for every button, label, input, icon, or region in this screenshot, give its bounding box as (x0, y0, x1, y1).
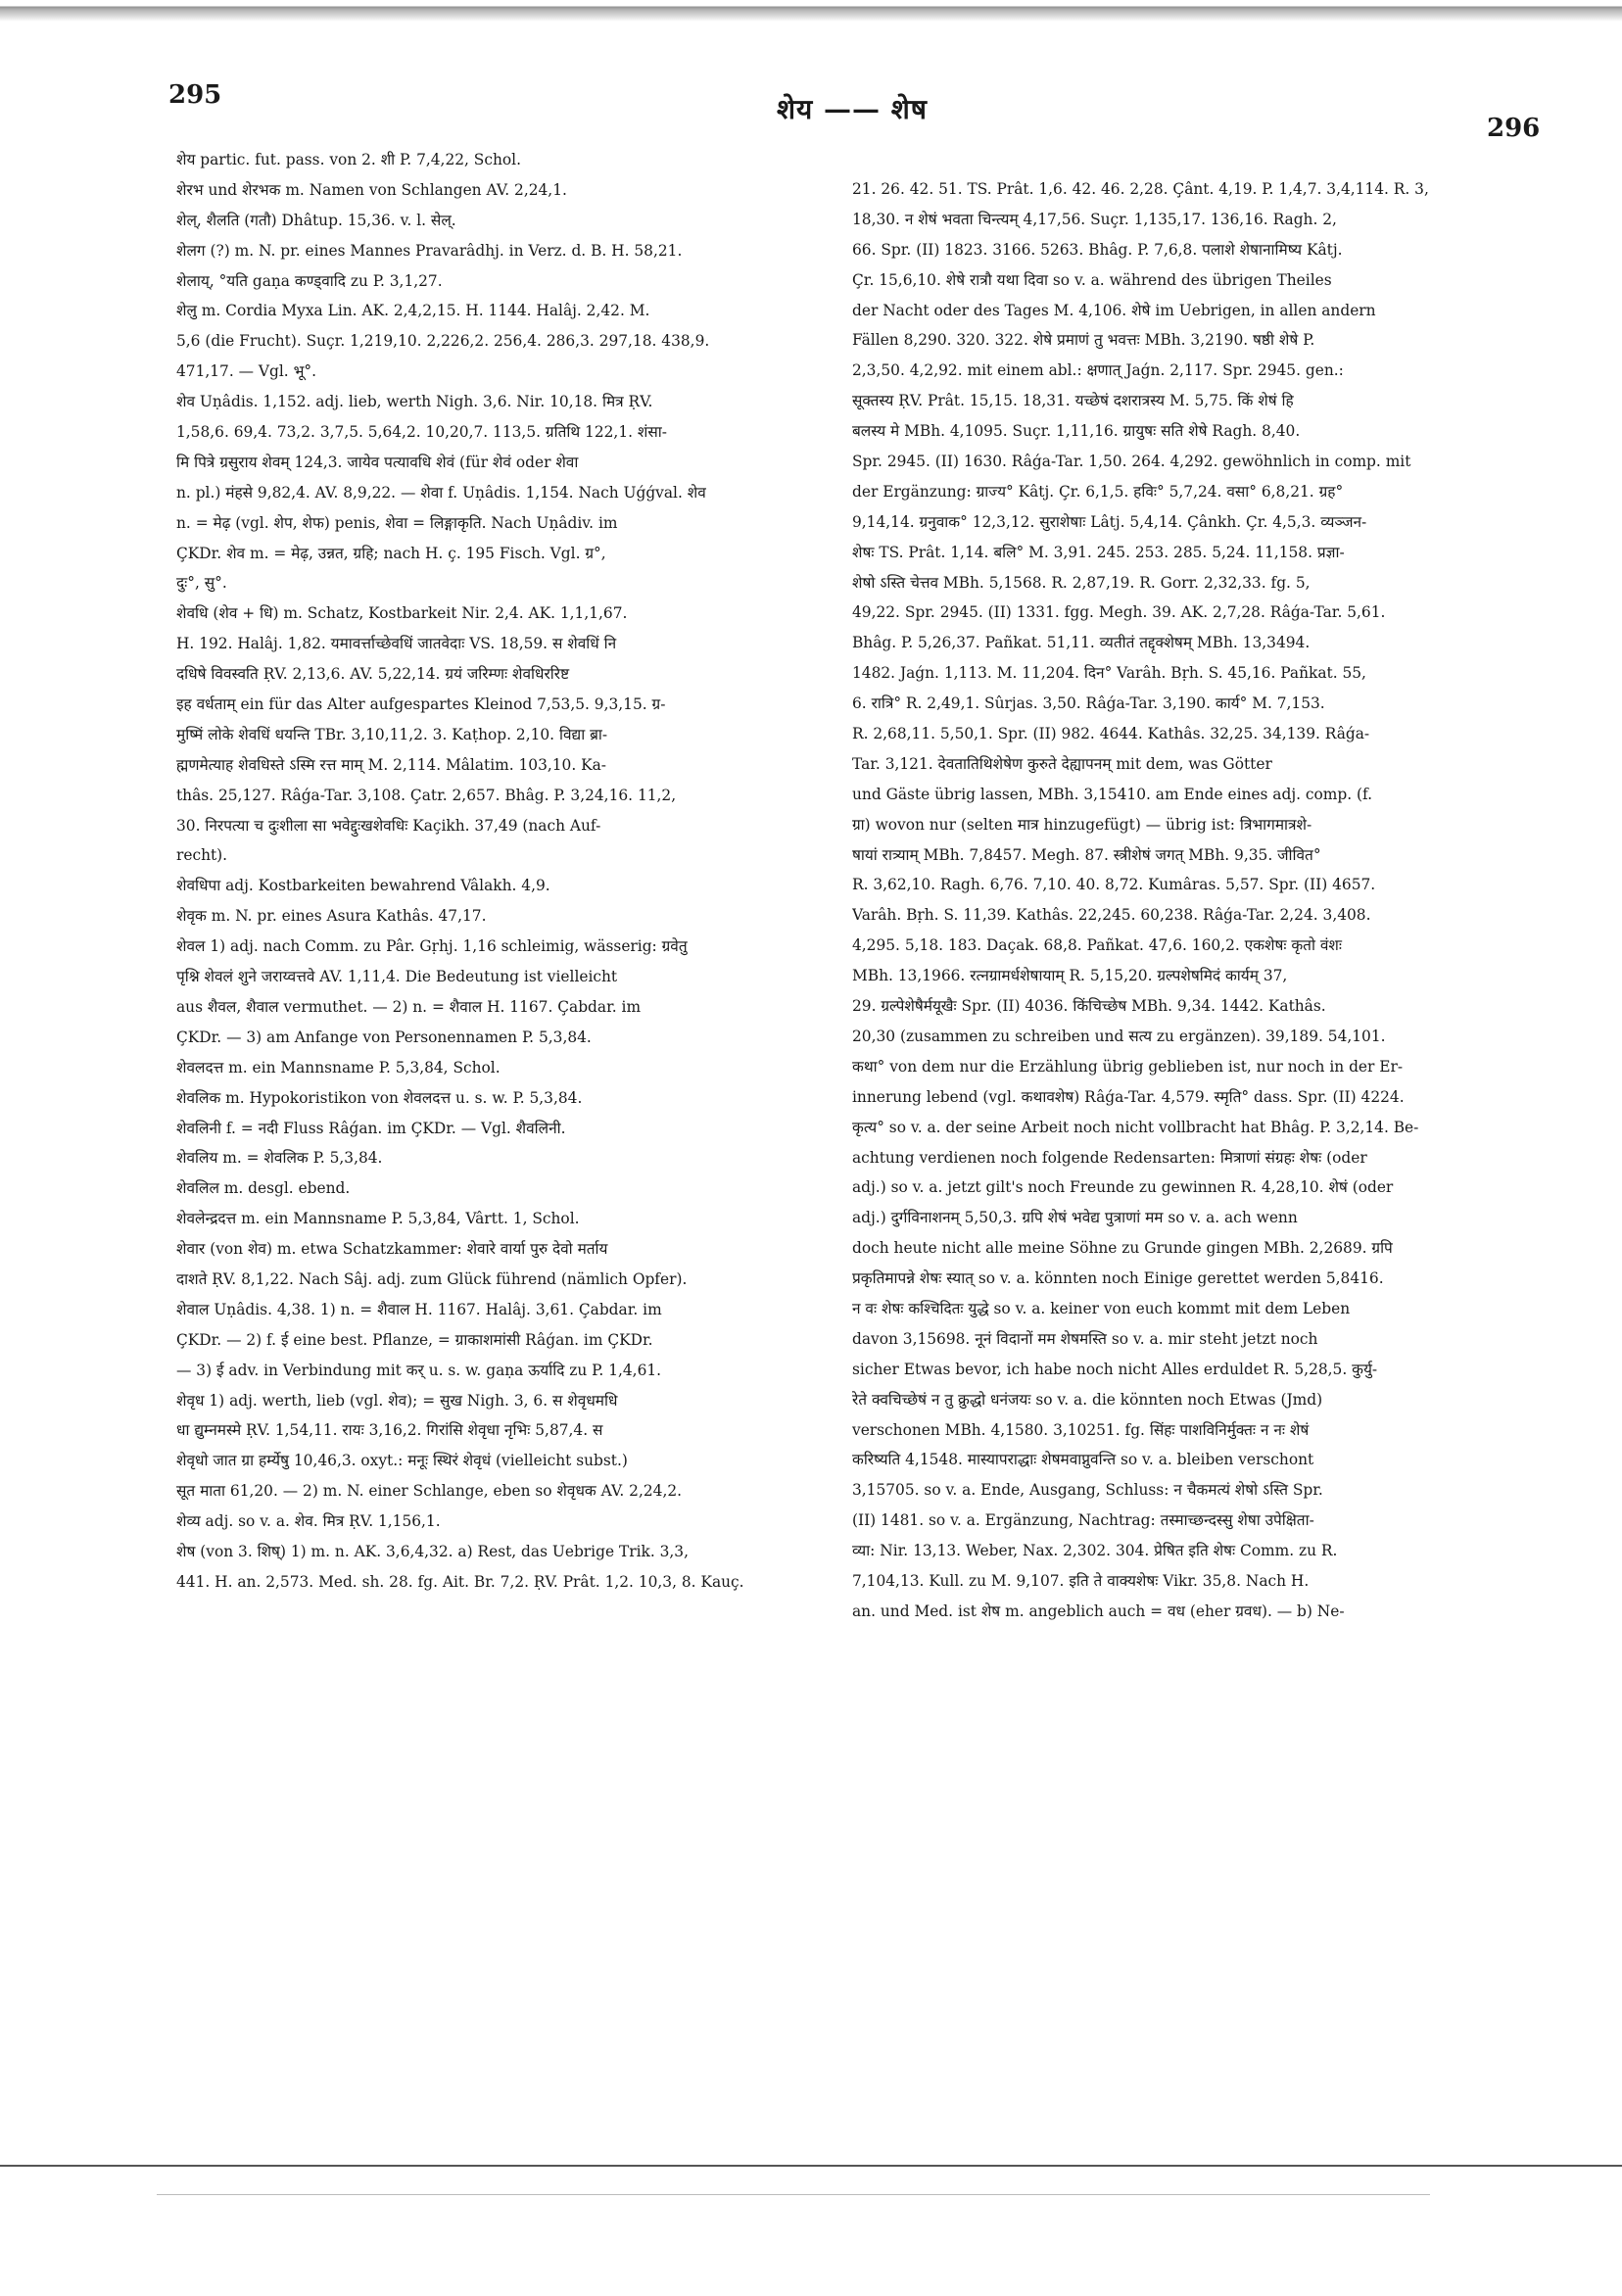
text-line: ह्मणमेत्याह शेवधिस्ते ऽस्मि रत्त माम् M. 2,114. Mâlatim. 103,10. Ka- (176, 755, 607, 774)
text-line: thâs. 25,127. Râǵa-Tar. 3,108. Çatr. 2,657. Bhâg. P. 3,24,16. 11,2, (176, 786, 677, 804)
text-line: मि पित्रे ग्रसुराय शेवम् 124,3. जायेव पत्यावधि शेवं (für शेवं oder शेवा (176, 453, 579, 471)
text-line: शेवलिक m. Hypokoristikon von शेवलदत्त u. s. w. P. 5,3,84. (176, 1088, 583, 1107)
text-line: शेष (von 3. शिष्) 1) m. n. AK. 3,6,4,32. a) Rest, das Uebrige Trik. 3,3, (176, 1542, 689, 1560)
text-line: 3,15705. so v. a. Ende, Ausgang, Schluss: न चैकमत्यं शेषो ऽस्ति Spr. (852, 1481, 1323, 1500)
bottom-rule-light (157, 2194, 1430, 2195)
text-line: doch heute nicht alle meine Söhne zu Grunde gingen MBh. 2,2689. ग्रपि (852, 1239, 1393, 1258)
text-line: 20,30 (zusammen zu schreiben und सत्य zu ergänzen). 39,189. 54,101. (852, 1027, 1386, 1045)
text-line: 7,104,13. Kull. zu M. 9,107. इति ते वाक्यशेषः Vikr. 35,8. Nach H. (852, 1571, 1310, 1590)
text-line: शेलु m. Cordia Myxa Lin. AK. 2,4,2,15. H. 1144. Halâj. 2,42. M. (176, 302, 650, 320)
text-line: शेव Uṇâdis. 1,152. adj. lieb, werth Nigh. 3,6. Nir. 10,18. मित्र ṚV. (176, 393, 653, 411)
text-line: 29. ग्रल्पेशेषैर्मयूखैः Spr. (II) 4036. किंचिच्छेष MBh. 9,34. 1442. Kathâs. (852, 997, 1326, 1016)
text-line: Varâh. Bṛh. S. 11,39. Kathâs. 22,245. 60,238. Râǵa-Tar. 2,24. 3,408. (852, 906, 1371, 925)
text-line: शेवल 1) adj. nach Comm. zu Pâr. Gṛhj. 1,16 schleimig, wässerig: ग्रवेतु (176, 937, 688, 956)
text-line: शेवधि (शेव + धि) m. Schatz, Kostbarkeit Nir. 2,4. AK. 1,1,1,67. (176, 604, 628, 623)
text-line: प्रकृतिमापन्ने शेषः स्यात् so v. a. könnten noch Einige gerettet werden 5,8416. (852, 1269, 1384, 1288)
text-line: H. 192. Halâj. 1,82. यमावर्त्ताच्छेवधिं जातवेदाः VS. 18,59. स शेवधिं नि (176, 635, 617, 653)
bottom-rule (0, 2165, 1622, 2167)
text-line: शेव्य adj. so v. a. शेव. मित्र ṚV. 1,156,1. (176, 1512, 441, 1531)
text-line: Spr. 2945. (II) 1630. Râǵa-Tar. 1,50. 264. 4,292. gewöhnlich in comp. mit (852, 453, 1411, 471)
text-line: 5,6 (die Frucht). Suçr. 1,219,10. 2,226,2. 256,4. 286,3. 297,18. 438,9. (176, 332, 710, 351)
text-line: बलस्य मे MBh. 4,1095. Suçr. 1,11,16. ग्रायुषः सति शेषे Ragh. 8,40. (852, 422, 1301, 441)
text-line: n. = मेढ़ (vgl. शेप, शेफ) penis, शेवा = लिङ्गाकृति. Nach Uṇâdiv. im (176, 513, 618, 532)
text-line: शेवृक m. N. pr. eines Asura Kathâs. 47,17. (176, 907, 487, 926)
text-line: MBh. 13,1966. रत्नग्रामर्धशेषायाम् R. 5,15,20. ग्रल्पशेषमिदं कार्यम् 37, (852, 967, 1288, 985)
text-line: शेय partic. fut. pass. von 2. शी P. 7,4,22, Schol. (176, 151, 521, 168)
text-line: शेवलिल m. desgl. ebend. (176, 1179, 351, 1198)
text-line: कृत्य° so v. a. der seine Arbeit noch nicht vollbracht hat Bhâg. P. 3,2,14. Be- (852, 1118, 1419, 1136)
text-line: शेवाल Uṇâdis. 4,38. 1) n. = शैवाल H. 1167. Halâj. 3,61. Çabdar. im (176, 1300, 662, 1318)
page-number-left: 295 (168, 80, 222, 110)
text-line: शेवलदत्त m. ein Mannsname P. 5,3,84, Schol. (176, 1058, 501, 1076)
text-line: शेलग (?) m. N. pr. eines Mannes Pravarâdhj. in Verz. d. B. H. 58,21. (176, 241, 683, 260)
text-line: 1,58,6. 69,4. 73,2. 3,7,5. 5,64,2. 10,20,7. 113,5. ग्रतिथि 122,1. शंसा- (176, 423, 667, 442)
text-line: शेल्, शैलति (गतौ) Dhâtup. 15,36. v. l. सेल्. (176, 211, 456, 229)
text-line: adj.) so v. a. jetzt gilt's noch Freunde zu gewinnen R. 4,28,10. शेषं (oder (852, 1178, 1394, 1197)
text-line: Çr. 15,6,10. शेषे रात्रौ यथा दिवा so v. a. während des übrigen Theiles (852, 270, 1332, 289)
text-line: दुः°, सु°. (176, 574, 227, 593)
text-line: करिष्यति 4,1548. मास्यापराद्धाः शेषमवाप्नुवन्ति so v. a. bleiben verschont (852, 1451, 1314, 1469)
text-line: 9,14,14. ग्रनुवाक° 12,3,12. सुराशेषाः Lâtj. 5,4,14. Çânkh. Çr. 4,5,3. व्यञ्जन- (852, 512, 1367, 531)
text-line: Tar. 3,121. देवतातिथिशेषेण कुरुते देह्यापनम् mit dem, was Götter (852, 754, 1272, 773)
top-edge-shadow (0, 0, 1622, 33)
text-line: — 3) ई adv. in Verbindung mit कर् u. s. w. gaṇa ऊर्यादि zu P. 1,4,61. (176, 1361, 662, 1379)
text-line: R. 3,62,10. Ragh. 6,76. 7,10. 40. 8,72. Kumâras. 5,57. Spr. (II) 4657. (852, 876, 1376, 894)
text-line: 21. 26. 42. 51. TS. Prât. 1,6. 42. 46. 2,28. Çânt. 4,19. P. 1,4,7. 3,4,114. R. 3, (852, 180, 1429, 198)
text-line: ÇKDr. शेव m. = मेढ़, उन्नत, ग्रहि; nach H. ç. 195 Fisch. Vgl. ग्र°, (176, 544, 606, 562)
text-line: und Gäste übrig lassen, MBh. 3,15410. am Ende eines adj. comp. (f. (852, 785, 1373, 803)
text-line: ÇKDr. — 3) am Anfange von Personennamen P. 5,3,84. (176, 1028, 592, 1046)
text-line: रेते क्वचिच्छेषं न तु क्रुद्धो धनंजयः so v. a. die könnten noch Etwas (Jmd) (852, 1390, 1323, 1409)
text-line: der Nacht oder des Tages M. 4,106. शेषे im Uebrigen, in allen andern (852, 301, 1376, 319)
text-line: धा द्युम्नमस्मे ṚV. 1,54,11. रायः 3,16,2. गिरांसि शेवृधा नृभिः 5,87,4. स (176, 1421, 603, 1440)
text-line: 18,30. न शेषं भवता चिन्त्यम् 4,17,56. Suçr. 1,135,17. 136,16. Ragh. 2, (852, 210, 1337, 228)
text-line: ÇKDr. — 2) f. ई eine best. Pflanze, = ग्राकाशमांसी Râǵan. im ÇKDr. (176, 1330, 653, 1349)
text-line: शेवृध 1) adj. werth, lieb (vgl. शेव); = सुख Nigh. 3, 6. स शेवृधमधि (176, 1391, 618, 1410)
text-line: innerung lebend (vgl. कथावशेष) Râǵa-Tar. 4,579. स्मृति° dass. Spr. (II) 4224. (852, 1087, 1405, 1106)
right-column (852, 174, 1518, 1627)
text-line: कथा° von dem nur die Erzählung übrig geblieben ist, nur noch in der Er- (852, 1057, 1404, 1076)
text-line: Fällen 8,290. 320. 322. शेषे प्रमाणं तु भवत्तः MBh. 3,2190. षष्ठी शेषे P. (852, 331, 1315, 350)
running-head: शेय —— शेष (776, 93, 928, 125)
text-line: aus शैवल, शैवाल vermuthet. — 2) n. = शैवाल H. 1167. Çabdar. im (176, 997, 642, 1016)
text-line: achtung verdienen noch folgende Redensarten: मित्राणां संग्रहः शेषः (oder (852, 1148, 1367, 1167)
text-line: षायां रात्र्याम् MBh. 7,8457. Megh. 87. स्त्रीशेषं जगत् MBh. 9,35. जीवित° (852, 845, 1321, 864)
text-line: 2,3,50. 4,2,92. mit einem abl.: क्षणात् Jaǵn. 2,117. Spr. 2945. gen.: (852, 361, 1344, 380)
text-line: सूत माता 61,20. — 2) m. N. einer Schlange, eben so शेवृधक AV. 2,24,2. (176, 1482, 683, 1501)
text-line: शेवलिनी f. = नदी Fluss Râǵan. im ÇKDr. — Vgl. शैवलिनी. (176, 1119, 566, 1137)
text-line: ग्रा) wovon nur (selten मात्र hinzugefügt) — übrig ist: त्रिभागमात्रशे- (852, 815, 1312, 834)
text-line: व्या: Nir. 13,13. Weber, Nax. 2,302. 304. प्रेषित इति शेषः Comm. zu R. (852, 1542, 1338, 1560)
text-line: पृश्नि शेवलं शुने जराय्वत्तवे AV. 1,11,4. Die Bedeutung ist vielleicht (176, 968, 618, 986)
text-line: an. und Med. ist शेष m. angeblich auch = वध (eher ग्रवध). — b) Ne- (852, 1602, 1345, 1620)
text-line: 66. Spr. (II) 1823. 3166. 5263. Bhâg. P. 7,6,8. पलाशे शेषानामिष्य Kâtj. (852, 240, 1343, 259)
text-line: शेवृधो जात ग्रा हर्म्येषु 10,46,3. oxyt.: मनूः स्थिरं शेवृधं (vielleicht subst.) (176, 1452, 628, 1470)
text-line: शेलाय्, °यति gaṇa कण्ड्वादि zu P. 3,1,27. (176, 271, 443, 290)
text-line: 30. निरपत्या च दुःशीला सा भवेद्दुःखशेवधिः Kaçikh. 37,49 (nach Auf- (176, 816, 601, 835)
text-line: davon 3,15698. नूनं विदानों मम शेषमस्ति so v. a. mir steht jetzt noch (852, 1329, 1318, 1348)
text-line: शेरभ und शेरभक m. Namen von Schlangen AV. 2,24,1. (176, 180, 567, 199)
text-line: शेवधिपा adj. Kostbarkeiten bewahrend Vâlakh. 4,9. (176, 877, 550, 895)
text-line: Bhâg. P. 5,26,37. Pañkat. 51,11. व्यतीतं तद्दृक्शेषम् MBh. 13,3494. (852, 634, 1311, 652)
text-line: दाशते ṚV. 8,1,22. Nach Sâj. adj. zum Glück führend (nämlich Opfer). (176, 1269, 688, 1288)
text-line: verschonen MBh. 4,1580. 3,10251. fg. सिंहः पाशविनिर्मुक्तः न नः शेषं (852, 1420, 1310, 1439)
text-line: 1482. Jaǵn. 1,113. M. 11,204. दिन° Varâh. Bṛh. S. 45,16. Pañkat. 55, (852, 664, 1366, 683)
text-line: adj.) दुर्गविनाशनम् 5,50,3. ग्रपि शेषं भवेद्य पुत्राणां मम so v. a. ach wenn (852, 1209, 1298, 1227)
text-line: R. 2,68,11. 5,50,1. Spr. (II) 982. 4644. Kathâs. 32,25. 34,139. Râǵa- (852, 725, 1370, 743)
text-line: 471,17. — Vgl. भू°. (176, 362, 317, 381)
left-column (176, 145, 803, 1598)
text-line: शेवलिय m. = शेवलिक P. 5,3,84. (176, 1149, 383, 1168)
text-line: n. pl.) मंहसे 9,82,4. AV. 8,9,22. — शेवा f. Uṇâdis. 1,154. Nach Uǵǵval. शेव (176, 483, 706, 502)
text-line: recht). (176, 846, 228, 865)
text-line: न वः शेषः कश्चिदितः युद्धे so v. a. keiner von euch kommt mit dem Leben (852, 1299, 1351, 1317)
text-line: 441. H. an. 2,573. Med. sh. 28. fg. Ait. Br. 7,2. ṚV. Prât. 1,2. 10,3, 8. Kauç. (176, 1572, 744, 1591)
text-line: इह वर्धताम् ein für das Alter aufgespartes Kleinod 7,53,5. 9,3,15. ग्र- (176, 695, 666, 714)
text-line: (II) 1481. so v. a. Ergänzung, Nachtrag: तस्माच्छन्दस्सु शेषा उपेक्षिता- (852, 1511, 1314, 1530)
text-line: शेषः TS. Prât. 1,14. बलि° M. 3,91. 245. 253. 285. 5,24. 11,158. प्रज्ञा- (852, 543, 1345, 561)
text-line: 6. रात्रि° R. 2,49,1. Sûrjas. 3,50. Râǵa-Tar. 3,190. कार्य° M. 7,153. (852, 694, 1325, 713)
text-line: दधिषे विवस्वति ṚV. 2,13,6. AV. 5,22,14. ग्रयं जरिम्णः शेवधिररिष्ट (176, 665, 570, 684)
page-number-right: 296 (1487, 114, 1541, 143)
text-line: मुष्मिं लोके शेवधिं धयन्ति TBr. 3,10,11,2. 3. Kaṭhop. 2,10. विद्या ब्रा- (176, 725, 608, 743)
text-line: शेवलेन्द्रदत्त m. ein Mannsname P. 5,3,84, Vârtt. 1, Schol. (176, 1210, 580, 1228)
text-line: der Ergänzung: ग्राज्य° Kâtj. Çr. 6,1,5. हविः° 5,7,24. वसा° 6,8,21. ग्रह° (852, 482, 1344, 501)
text-line: 49,22. Spr. 2945. (II) 1331. fgg. Megh. 39. AK. 2,7,28. Râǵa-Tar. 5,61. (852, 603, 1386, 622)
text-line: sicher Etwas bevor, ich habe noch nicht Alles erduldet R. 5,28,5. कुर्यु- (852, 1360, 1378, 1378)
text-line: 4,295. 5,18. 183. Daçak. 68,8. Pañkat. 47,6. 160,2. एकशेषः कृतो वंशः (852, 936, 1342, 955)
text-line: सूक्तस्य ṚV. Prât. 15,15. 18,31. यच्छेषं दशरात्रस्य M. 5,75. किं शेषं हि (852, 392, 1294, 410)
text-line: शेवार (von शेव) m. etwa Schatzkammer: शेवारे वार्या पुरु देवो मर्ताय (176, 1240, 608, 1259)
text-line: शेषो ऽस्ति चेत्तव MBh. 5,1568. R. 2,87,19. R. Gorr. 2,32,33. fg. 5, (852, 573, 1311, 592)
